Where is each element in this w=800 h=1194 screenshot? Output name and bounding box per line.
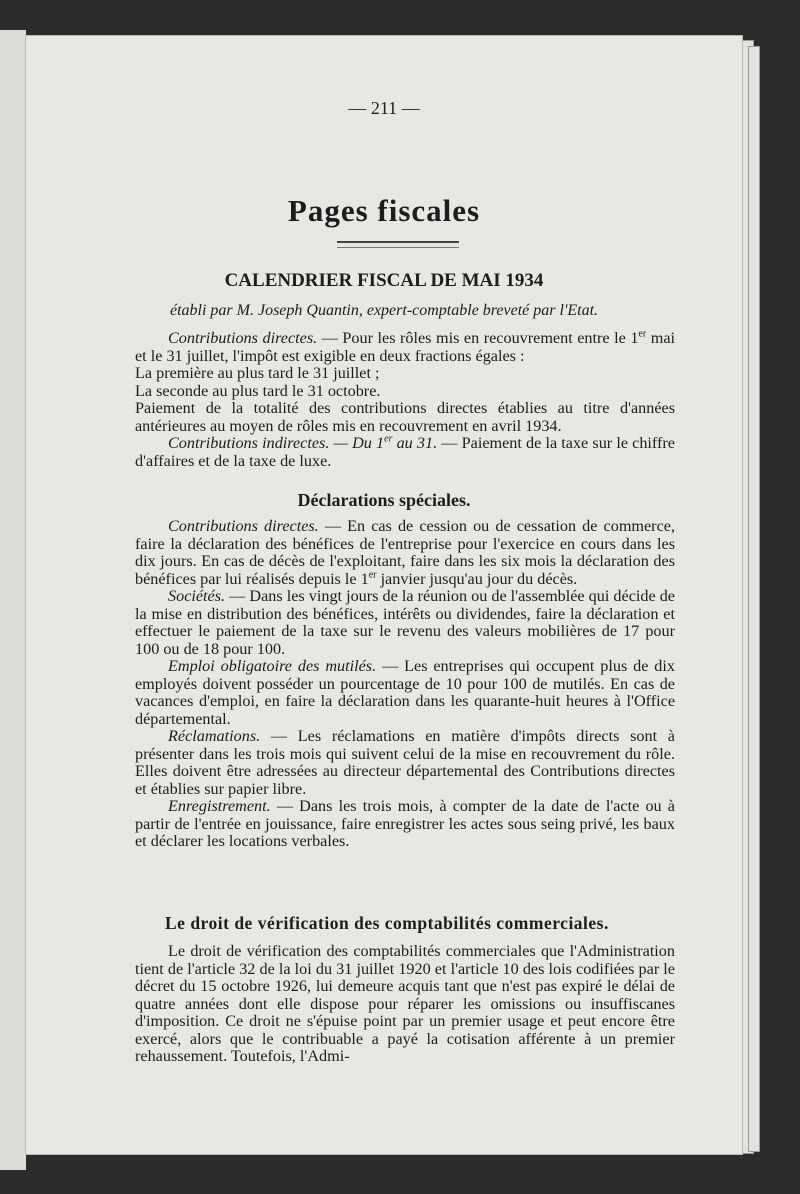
- calendar-section: [135, 330, 675, 470]
- paragraph-reclamations: Réclamations. — Les réclamations en matière d'impôts directs sont à présenter dans les trois mois qui suivent celui de la mise en recouvrement du rôle. Elles doivent être adressées au directeur départemental des Contributions directes et établies sur papier libre.: [135, 727, 675, 798]
- paragraph-verification: Le droit de vérification des comptabilités commerciales que l'Administration tient de l'article 32 de la loi du 31 juillet 1920 et l'article 10 des lois codifiées par le décret du 15 octobre 1926, lui demeure acquis tant que n'est pas expiré le délai de quatre années dont elle dispose pour réparer les omissions ou insuffiscanes d'imposition. Ce droit ne s'épuise point par un premier usage et peut encore être exercé, alors que le contribuable a payé la cotisation afférente à un premier rehaussement. Toutefois, l'Admi-: [135, 942, 675, 1065]
- paragraph-societes: Sociétés. — Dans les vingt jours de la réunion ou de l'assemblée qui décide de la mise en distribution des bénéfices, intérêts ou dividendes, faire la déclaration et effectuer le paiement de la taxe sur le revenu des valeurs mobilières de 17 pour 100 ou de 18 pour 100.: [135, 587, 675, 658]
- title-divider: [337, 241, 459, 248]
- author-byline: établi par M. Joseph Quantin, expert-comptable breveté par l'Etat.: [169, 302, 599, 319]
- paragraph-enregistrement: Enregistrement. — Dans les trois mois, à compter de la date de l'acte ou à partir de l'entrée en jouissance, faire enregistrer les actes sous seing privé, les baux et déclarer les locations verbales.: [135, 797, 675, 850]
- page-number: — 211 —: [348, 98, 420, 118]
- paragraph-contributions-indirectes: Contributions indirectes. — Du 1er au 31. — Paiement de la taxe sur le chiffre d'affaires et de la taxe de luxe.: [135, 433, 675, 470]
- paragraph-paiement: Paiement de la totalité des contributions directes établies au titre d'années antérieures au moyen de rôles mis en recouvrement en avril 1934.: [135, 399, 675, 435]
- calendar-heading: CALENDRIER FISCAL DE MAI 1934: [224, 270, 544, 291]
- page-title: Pages fiscales: [287, 193, 481, 228]
- verification-section: [135, 943, 675, 1066]
- document-page: [26, 36, 742, 1154]
- verification-heading: Le droit de vérification des comptabilités commerciales.: [165, 913, 609, 933]
- line-premiere: La première au plus tard le 31 juillet ;: [135, 364, 380, 382]
- paragraph-contributions-directes-2: Contributions directes. — En cas de cession ou de cessation de commerce, faire la déclaration des bénéfices de l'entreprise pour l'exercice en cours dans les dix jours. En cas de décès de l'exploitant, faire dans les six mois la déclaration des bénéfices par lui réalisés depuis le 1er janvier jusqu'au jour du décès.: [135, 517, 675, 588]
- declarations-section: [135, 518, 675, 851]
- paragraph-contributions-directes: Contributions directes. — Pour les rôles mis en recouvrement entre le 1er mai et le 31 juillet, l'impôt est exigible en deux fractions égales :: [135, 328, 676, 365]
- page-stack-edge: [748, 46, 760, 1152]
- declarations-heading: Déclarations spéciales.: [297, 490, 471, 510]
- facing-page-edge: [0, 30, 26, 1170]
- line-seconde: La seconde au plus tard le 31 octobre.: [135, 381, 381, 400]
- paragraph-emploi-mutiles: Emploi obligatoire des mutilés. — Les entreprises qui occupent plus de dix employés doivent posséder un pourcentage de 10 pour 100 de mutilés. En cas de vacances d'emploi, en faire la déclaration dans les quarante-huit heures à l'Office départemental.: [135, 657, 675, 728]
